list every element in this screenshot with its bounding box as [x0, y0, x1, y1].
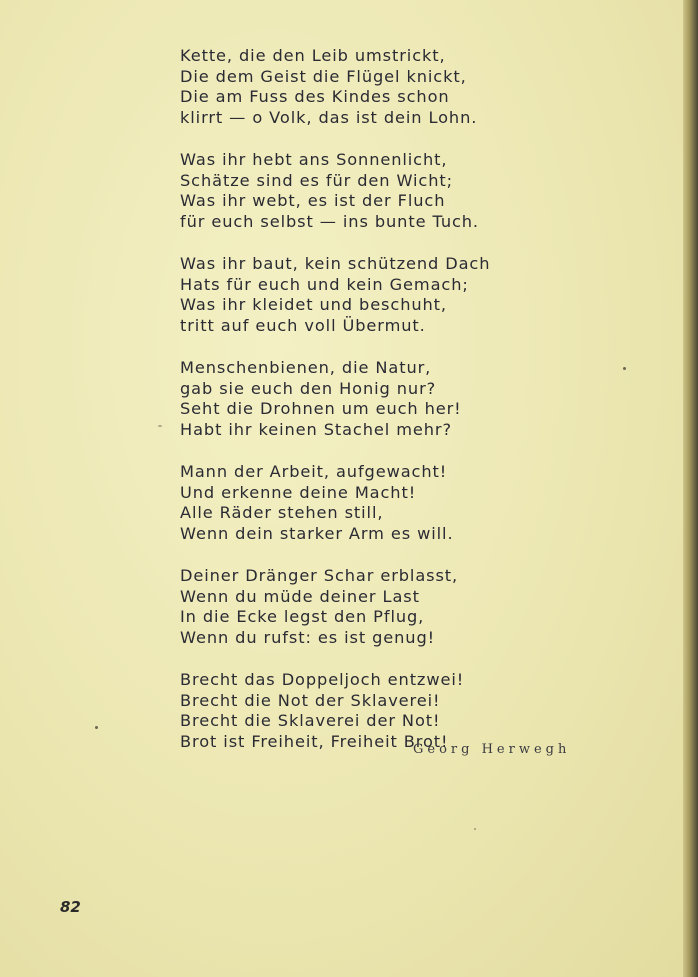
poem-line: Was ihr baut, kein schützend Dach [180, 254, 491, 273]
poem-line: Deiner Dränger Schar erblasst, [180, 566, 459, 585]
poem-line: Was ihr hebt ans Sonnenlicht, [180, 150, 448, 169]
paper-speck [158, 425, 162, 427]
poem-line: Menschenbienen, die Natur, [180, 358, 432, 377]
paper-speck [623, 367, 626, 370]
paper-speck [95, 726, 98, 729]
stanza-3 [180, 254, 640, 336]
poem-line: gab sie euch den Honig nur? [180, 378, 437, 398]
stanza-7 [180, 670, 640, 752]
poem-body [180, 46, 640, 774]
stanza-5 [180, 462, 640, 544]
poem-line: Brecht die Sklaverei der Not! [180, 711, 441, 730]
poem-line: Hats für euch und kein Gemach; [180, 274, 469, 294]
poem-line: Was ihr webt, es ist der Fluch [180, 191, 446, 210]
author-signature: Georg Herwegh [413, 742, 571, 757]
stanza-1 [180, 46, 640, 128]
stanza-6 [180, 566, 640, 648]
page-number: 82 [60, 898, 81, 916]
poem-line: Wenn du müde deiner Last [180, 586, 420, 606]
poem-line: Kette, die den Leib umstrickt, [180, 46, 446, 65]
poem-line: Und erkenne deine Macht! [180, 482, 417, 502]
poem-line: In die Ecke legst den Pflug, [180, 607, 425, 626]
poem-line: Seht die Drohnen um euch her! [180, 399, 462, 418]
poem-line: Brecht das Doppeljoch entzwei! [180, 670, 465, 689]
poem-line: für euch selbst — ins bunte Tuch. [180, 211, 479, 231]
poem-line: Alle Räder stehen still, [180, 503, 384, 522]
stanza-4 [180, 358, 640, 440]
poem-line: Schätze sind es für den Wicht; [180, 170, 453, 190]
poem-line: Die dem Geist die Flügel knickt, [180, 66, 467, 86]
poem-line: Mann der Arbeit, aufgewacht! [180, 462, 448, 481]
poem-line: tritt auf euch voll Übermut. [180, 315, 426, 335]
poem-line: Wenn dein starker Arm es will. [180, 523, 454, 543]
stanza-2 [180, 150, 640, 232]
poem-line: Wenn du rufst: es ist genug! [180, 627, 436, 647]
page-edge-shadow [683, 0, 698, 977]
poem-line: Was ihr kleidet und beschuht, [180, 295, 447, 314]
poem-line: Die am Fuss des Kindes schon [180, 87, 450, 106]
poem-line: Habt ihr keinen Stachel mehr? [180, 419, 452, 439]
poem-line: Brot ist Freiheit, Freiheit Brot! [180, 731, 449, 751]
paper-speck [474, 828, 476, 830]
poem-line: klirrt — o Volk, das ist dein Lohn. [180, 107, 478, 127]
poem-line: Brecht die Not der Sklaverei! [180, 690, 441, 710]
